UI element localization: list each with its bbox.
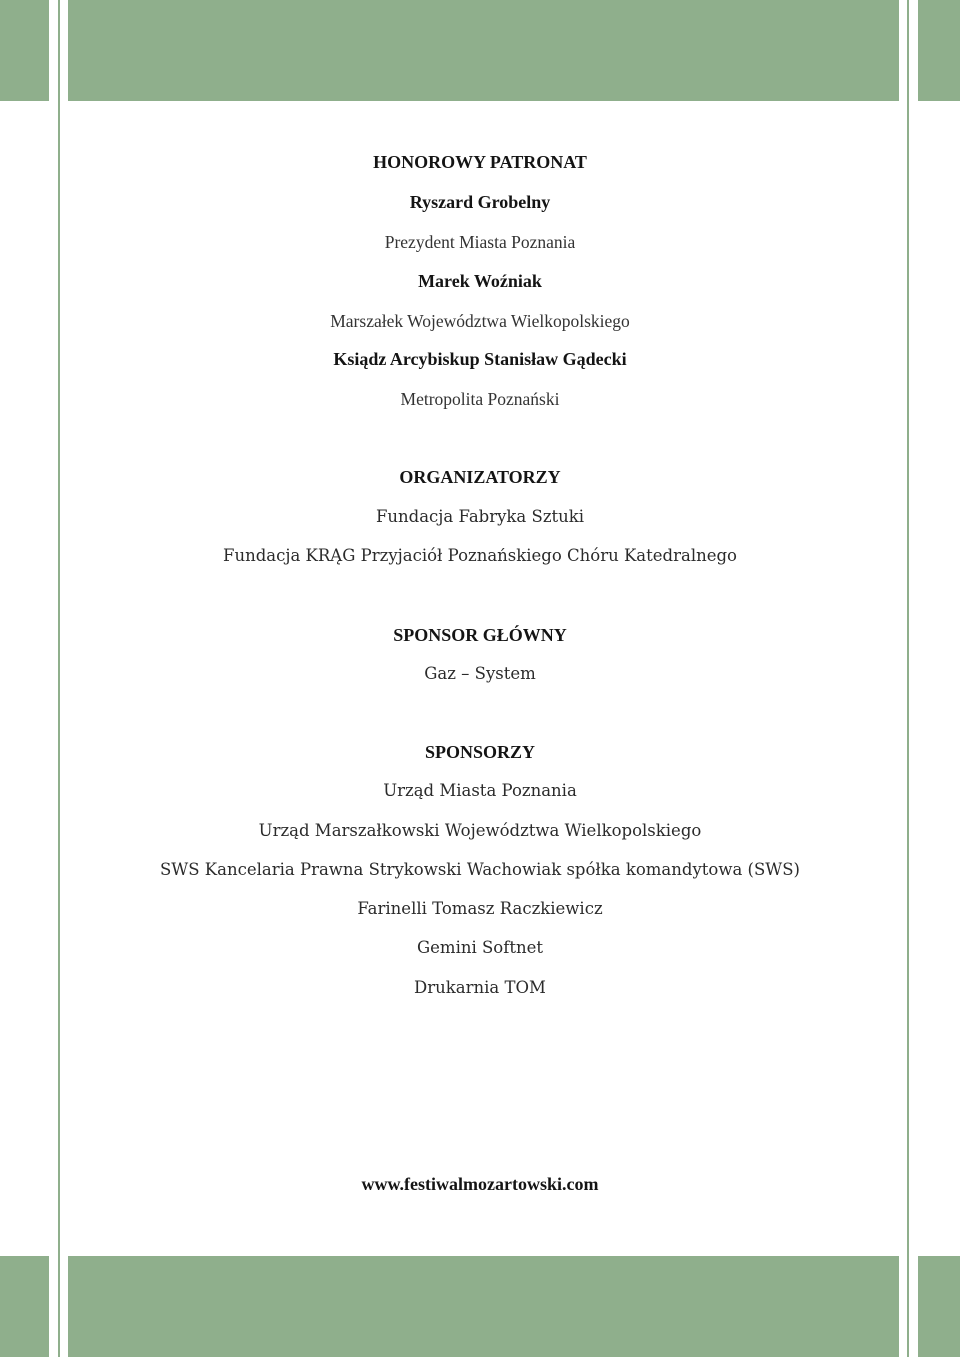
bottom-band-right xyxy=(918,1256,960,1357)
top-band-left xyxy=(0,0,49,101)
organizers-heading: ORGANIZATORZY xyxy=(399,467,561,487)
patron-role-metropolitan: Metropolita Poznański xyxy=(400,389,560,409)
sponsor-item: Drukarnia TOM xyxy=(414,978,546,997)
top-band-main xyxy=(68,0,899,101)
patron-name-wozniak: Marek Woźniak xyxy=(418,271,542,291)
sponsors-heading: SPONSORZY xyxy=(424,742,536,762)
honorary-patronage-heading: HONOROWY PATRONAT xyxy=(373,152,587,172)
main-sponsor-heading: SPONSOR GŁÓWNY xyxy=(393,625,567,645)
top-band-right xyxy=(918,0,960,101)
patron-role-marshal: Marszałek Województwa Wielkopolskiego xyxy=(330,311,630,331)
organizer-item: Fundacja Fabryka Sztuki xyxy=(375,507,585,526)
bottom-band-main xyxy=(68,1256,899,1357)
sponsor-item: Urząd Marszałkowski Województwa Wielkopolskiego xyxy=(258,821,702,840)
sponsor-item: Urząd Miasta Poznania xyxy=(383,781,577,800)
patron-role-president: Prezydent Miasta Poznania xyxy=(384,232,576,252)
patron-name-grobelny: Ryszard Grobelny xyxy=(409,192,551,212)
sponsor-item: Farinelli Tomasz Raczkiewicz xyxy=(357,899,603,918)
main-sponsor-name: Gaz – System xyxy=(424,664,536,683)
organizer-item: Fundacja KRĄG Przyjaciół Poznańskiego Chóru Katedralnego xyxy=(223,546,737,565)
sponsor-item: Gemini Softnet xyxy=(416,938,543,957)
website-link[interactable]: www.festiwalmozartowski.com xyxy=(361,1174,599,1194)
patron-name-gadecki: Ksiądz Arcybiskup Stanisław Gądecki xyxy=(333,349,627,369)
bottom-band-left xyxy=(0,1256,49,1357)
sponsor-item: SWS Kancelaria Prawna Strykowski Wachowiak spółka komandytowa (SWS) xyxy=(160,860,800,879)
